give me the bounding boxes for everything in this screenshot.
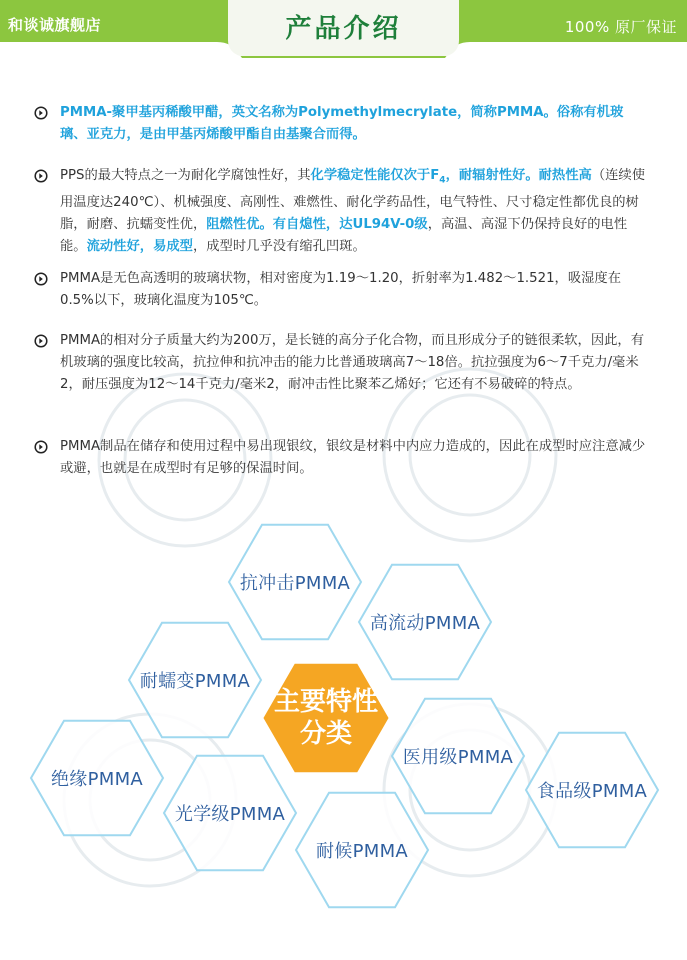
- hex-label: 绝缘PMMA: [50, 769, 144, 790]
- highlight-text: 4: [439, 175, 446, 186]
- section-title: 产品介绍: [285, 14, 402, 44]
- paragraph-5: [36, 436, 646, 480]
- paragraph-text: [60, 330, 646, 396]
- highlight-text: 化学稳定性能仅次于F: [310, 168, 440, 183]
- hex-label: 高流动PMMA: [369, 613, 481, 634]
- paragraph-text: [60, 102, 646, 146]
- paragraph-2: [36, 165, 646, 258]
- hex-label: 抗冲击PMMA: [239, 573, 351, 594]
- circle-arrow-icon: [34, 169, 48, 183]
- paragraph-text: [60, 165, 646, 258]
- highlight-text: 流动性好，易成型: [86, 238, 193, 254]
- circle-arrow-icon: [34, 272, 48, 286]
- highlight-text: PMMA-聚甲基丙稀酸甲醋，英文名称为Polymethylmecrylate，简称PMMA。俗称有机玻璃、亚克力，是由甲基丙烯酸甲酯自由基聚合而得。: [60, 105, 624, 142]
- body-text: PMMA是无色高透明的玻璃状物，相对密度为1.19～1.20，折射率为1.482～1.521，吸湿度在0.5%以下，玻璃化温度为105℃。: [60, 271, 622, 308]
- hex-label: 耐蠕变PMMA: [139, 671, 251, 692]
- circle-arrow-icon: [34, 440, 48, 454]
- hex-label: 医用级PMMA: [402, 747, 514, 768]
- paragraph-text: [60, 436, 646, 480]
- paragraph-3: [36, 268, 646, 312]
- store-name: 和谈诚旗舰店: [8, 16, 102, 34]
- paragraph-4: [36, 330, 646, 396]
- guarantee-text: 100% 原厂保证: [564, 18, 677, 36]
- highlight-text: ，耐辐射性好。耐热性高: [445, 168, 592, 183]
- body-text: PMMA制品在储存和使用过程中易出现银纹，银纹是材料中内应力造成的，因此在成型时应注意减少或避，也就是在成型时有足够的保温时间。: [60, 439, 646, 476]
- highlight-text: 阻燃性优。有自熄性，达UL94V-0级: [206, 216, 428, 232]
- paragraph-1: [36, 102, 646, 146]
- hex-center-label: 主要特性分类: [273, 687, 378, 749]
- hex-label: 光学级PMMA: [174, 804, 286, 825]
- body-text: PPS的最大特点之一为耐化学腐蚀性好，其: [60, 168, 311, 183]
- circle-arrow-icon: [34, 334, 48, 348]
- body-text: （连续使用温度达240℃）、机械强度、高刚性、难燃性、耐化学药品性，电气特性、尺寸稳定性都优良的树脂，耐磨、抗蠕变性优，: [60, 168, 646, 232]
- body-text: ，成型时几乎没有缩孔凹斑。: [192, 238, 366, 254]
- hex-label: 食品级PMMA: [536, 781, 648, 802]
- hex-label: 耐候PMMA: [315, 841, 409, 862]
- header-banner: [0, 0, 687, 58]
- circle-arrow-icon: [34, 106, 48, 120]
- feature-hex-diagram: [0, 500, 687, 960]
- body-text: PMMA的相对分子质量大约为200万，是长链的高分子化合物，而且形成分子的链很柔软，因此，有机玻璃的强度比较高，抗拉伸和抗冲击的能力比普通玻璃高7～18倍。抗拉强度为6～7千克力/毫米2，耐压强度为12～14千克力/毫米2，耐冲击性比聚苯乙烯好；它还有不易破碎的特点。: [60, 333, 645, 392]
- paragraph-text: [60, 268, 646, 312]
- body-text: ，高温、高湿下仍保持良好的电性能。: [60, 216, 628, 254]
